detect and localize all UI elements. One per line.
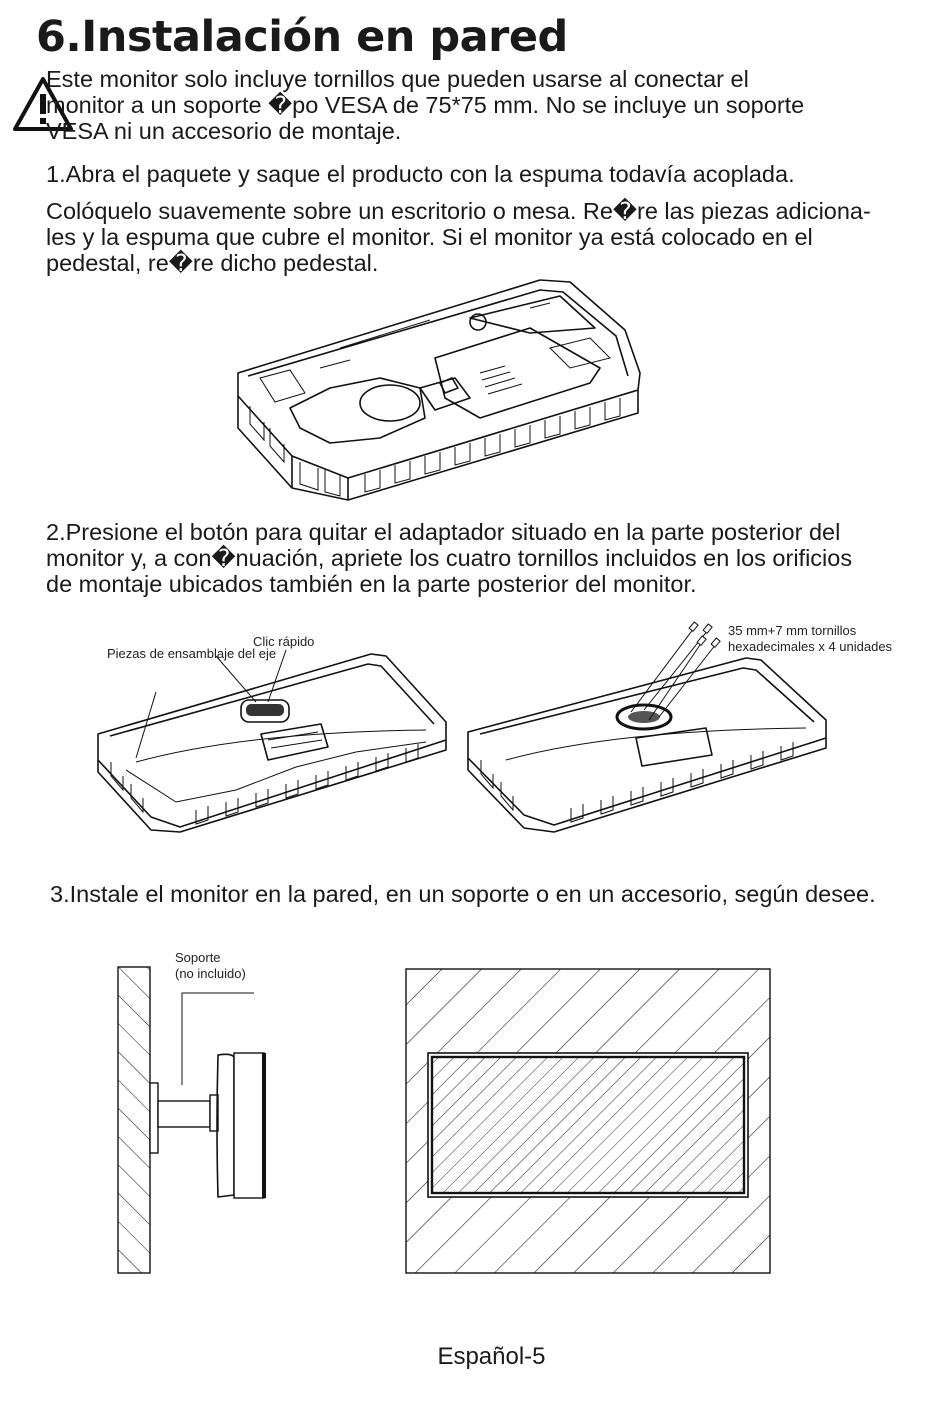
quick-click-label: Clic rápido bbox=[253, 634, 315, 649]
step-3-text: 3.Instale el monitor en la pared, en un soporte o en un accesorio, según desee. bbox=[50, 881, 876, 907]
wall-mount-side-view bbox=[116, 965, 276, 1275]
monitor-adapter-removal-illustration bbox=[96, 652, 451, 832]
step-2-line: 2.Presione el botón para quitar el adaptador situado en la parte posterior del bbox=[46, 519, 841, 545]
step-2-line: de montaje ubicados también en la parte posterior del monitor. bbox=[46, 571, 697, 597]
warning-line: Este monitor solo incluye tornillos que pueden usarse al conectar el bbox=[46, 66, 749, 92]
screws-label-line1: 35 mm+7 mm tornillos bbox=[728, 623, 857, 638]
step-1-detail-line: les y la espuma que cubre el monitor. Si el monitor ya está colocado en el bbox=[46, 224, 813, 250]
screws-label-line2: hexadecimales x 4 unidades bbox=[728, 639, 893, 654]
monitor-in-foam-illustration bbox=[230, 278, 660, 500]
wall-mount-front-view bbox=[404, 967, 772, 1275]
page-title: 6.Instalación en pared bbox=[36, 12, 568, 62]
step-2-line: monitor y, a con�nuación, apriete los cuatro tornillos incluidos en los orificios bbox=[46, 545, 853, 571]
warning-line: monitor a un soporte �po VESA de 75*75 mm. No se incluye un soporte bbox=[46, 92, 805, 118]
warning-line: VESA ni un accesorio de montaje. bbox=[46, 118, 402, 144]
step-2-text bbox=[46, 519, 852, 597]
axis-parts-label: Piezas de ensamblaje del eje bbox=[107, 646, 277, 661]
warning-text bbox=[46, 66, 926, 144]
step-1-detail bbox=[46, 198, 871, 276]
bracket-label-line2: (no incluido) bbox=[175, 966, 246, 981]
step-1-heading: 1.Abra el paquete y saque el producto con la espuma todavía acoplada. bbox=[46, 161, 795, 187]
page-footer: Español-5 bbox=[437, 1343, 546, 1370]
bracket-label-line1: Soporte bbox=[175, 950, 221, 965]
monitor-screws-illustration bbox=[466, 620, 831, 832]
step-1-detail-line: Colóquelo suavemente sobre un escritorio o mesa. Re�re las piezas adiciona- bbox=[46, 198, 871, 224]
step-1-detail-line: pedestal, re�re dicho pedestal. bbox=[46, 250, 379, 276]
